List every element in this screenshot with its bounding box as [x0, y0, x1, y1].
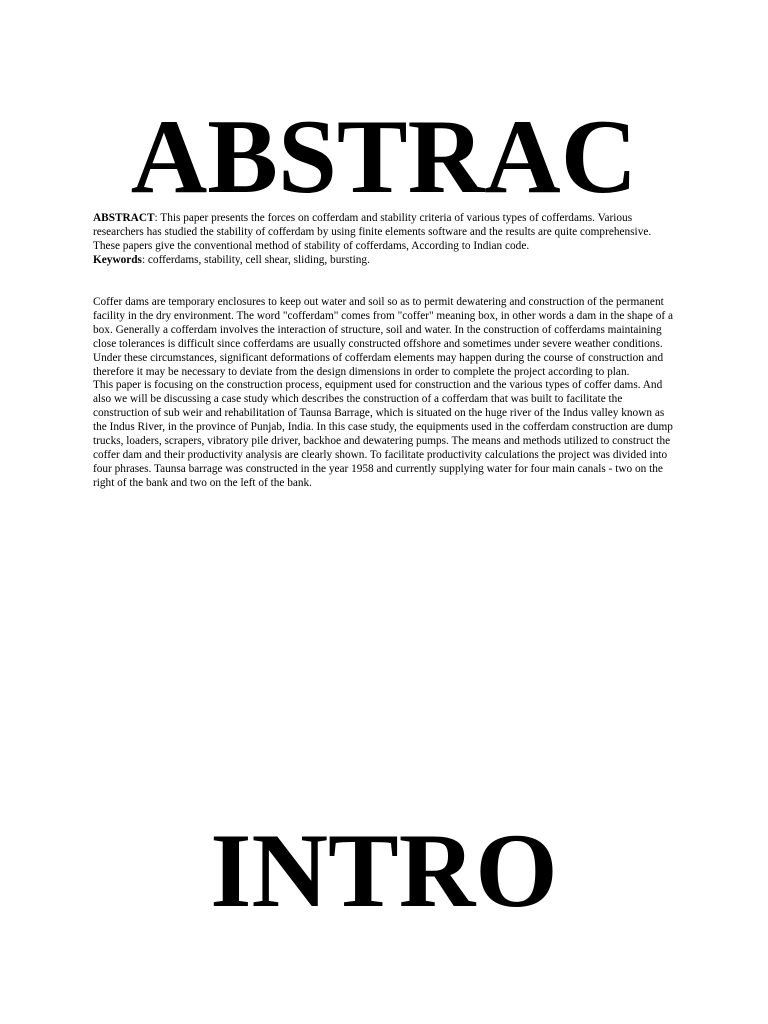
keywords-label: Keywords [93, 253, 142, 266]
abstract-heading: ABSTRAC [130, 98, 638, 215]
abstract-paragraph [93, 212, 677, 254]
abstract-label: ABSTRACT [93, 212, 155, 224]
keywords-paragraph [93, 254, 677, 268]
body-section [93, 296, 677, 491]
intro-heading: INTRO [210, 812, 558, 929]
abstract-text: : This paper presents the forces on cofferdam and stability criteria of various types of cofferdams. Various researchers has studied the stability of cofferdam by using finite elements software and the results are quite comprehensive. These papers give the conventional method of stability of cofferdams, According to Indian code. [93, 212, 652, 252]
abstract-section [93, 212, 677, 268]
body-paragraph-2: This paper is focusing on the construction process, equipment used for construction and the various types of coffer dams. And also we will be discussing a case study which describes the construction of a cofferdam that was built to facilitate the construction of sub weir and rehabilitation of Taunsa Barrage, which is situated on the huge river of the Indus valley known as the Indus River, in the province of Punjab, India. In this case study, the equipments used in the cofferdam construction are dump trucks, loaders, scrapers, vibratory pile driver, backhoe and dewatering pumps. The means and methods utilized to construct the coffer dam and their productivity analysis are clearly shown. To facilitate productivity calculations the project was divided into four phrases. Taunsa barrage was constructed in the year 1958 and currently supplying water for four main canals - two on the right of the bank and two on the left of the bank. [93, 379, 673, 489]
body-paragraph-1: Coffer dams are temporary enclosures to keep out water and soil so as to permit dewatering and construction of the permanent facility in the dry environment. The word "cofferdam" comes from "coffer" meaning box, in other words a dam in the shape of a box. Generally a cofferdam involves the interaction of structure, soil and water. In the construction of cofferdams maintaining close tolerances is difficult since cofferdams are usually constructed offshore and sometimes under severe weather conditions. Under these circumstances, significant deformations of cofferdam elements may happen during the course of construction and therefore it may be necessary to deviate from the design dimensions in order to complete the project according to plan. [93, 296, 673, 378]
keywords-text: : cofferdams, stability, cell shear, sliding, bursting. [141, 253, 370, 266]
